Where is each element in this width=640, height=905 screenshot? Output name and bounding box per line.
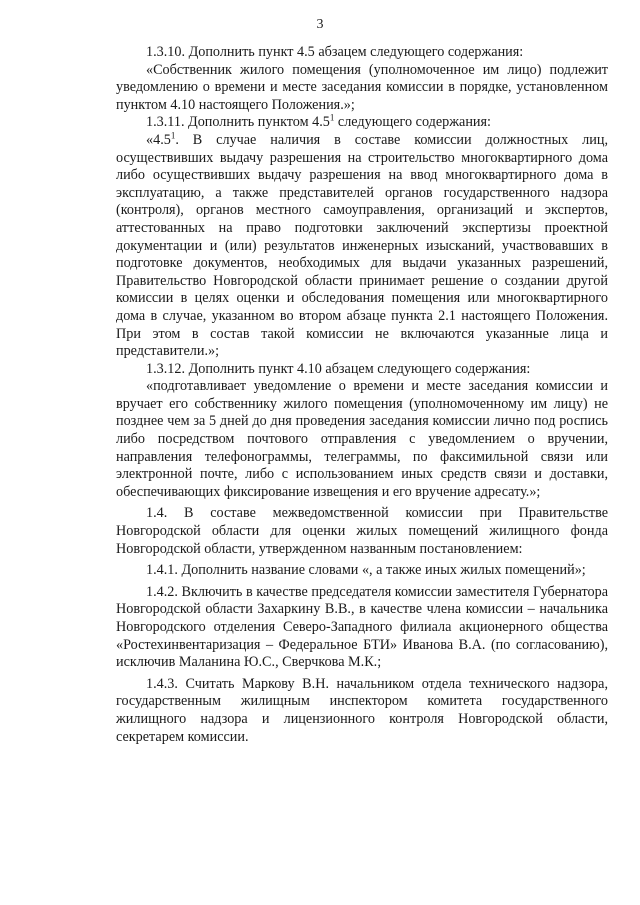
paragraph-quote-4-5-1-text-a: «4.5: [146, 131, 171, 148]
paragraph-quote-notice: «подготавливает уведомление о времени и месте заседания комиссии и вручает его собственнику жилого помещения (уполномоченному им лицу) не позднее чем за 5 дней до дня проведения заседания комиссии лично под роспись либо посредством почтового отправления с уведомлением о вручении, направления телефонограммы, телеграммы, по факсимильной связи или электронной почте, либо с использованием иных средств связи и доставки, обеспечивающих фиксирование извещения и его вручение адресату.»;: [116, 378, 608, 500]
paragraph-quote-4-5-1: [116, 132, 608, 361]
paragraph-1-3-10: 1.3.10. Дополнить пункт 4.5 абзацем следующего содержания:: [146, 44, 524, 60]
paragraph-1-4-2: 1.4.2. Включить в качестве председателя комиссии заместителя Губернатора Новгородской области Захаркину В.В., в качестве члена комиссии – начальника Новгородского отделения Северо-Западного филиала акционерного общества «Ростехинвентаризация – Федеральное БТИ» Иванова В.А. (по согласованию), исключив Маланина Ю.С., Сверчкова М.К.;: [116, 583, 608, 671]
paragraph-1-3-11-text-a: 1.3.11. Дополнить пунктом 4.5: [146, 114, 330, 131]
paragraph-1-3-11-text-b: следующего содержания:: [334, 114, 491, 131]
superscript-index: 1: [170, 130, 176, 141]
paragraph-quote-4-5: «Собственник жилого помещения (уполномоченное им лицо) подлежит уведомлению о времени и месте заседания комиссии в порядке, установленном пунктом 4.10 настоящего Положения.»;: [116, 61, 608, 113]
document-body: [116, 44, 608, 746]
paragraph-1-4-1: 1.4.1. Дополнить название словами «, а также иных жилых помещений»;: [146, 562, 586, 579]
paragraph-1-4-3: 1.4.3. Считать Маркову В.Н. начальником отдела технического надзора, государственным жилищным инспектором комитета государственного жилищного надзора и лицензионного контроля Новгородской области, секретарем комиссии.: [116, 675, 608, 745]
paragraph-1-4: 1.4. В составе межведомственной комиссии при Правительстве Новгородской области для оценки жилых помещений жилищного фонда Новгородской области, утвержденном названным постановлением:: [116, 505, 608, 557]
superscript-index: 1: [329, 112, 335, 123]
paragraph-1-3-12: 1.3.12. Дополнить пункт 4.10 абзацем следующего содержания:: [146, 360, 531, 377]
paragraph-1-3-11: [116, 114, 608, 132]
page-number: 3: [316, 17, 324, 32]
paragraph-quote-4-5-1-text-b: . В случае наличия в составе комиссии должностных лиц, осуществивших выдачу разрешения на строительство многоквартирного дома либо осуществивших выдачу разрешения на ввод многоквартирного дома в эксплуатацию, а также представителей органов государственного надзора (контроля), органов местного самоуправления, организаций и экспертов, аттестованных на право подготовки заключений экспертизы проектной документации и (или) результатов инженерных изысканий, участвовавших в подготовке документов, необходимых для выдачи указанных разрешений, Правительство Новгородской области принимает решение о создании другой комиссии в целях оценки и обследования помещения или многоквартирного дома в случае, указанном во втором абзаце пункта 2.1 настоящего Положения. При этом в состав такой комиссии не включаются указанные лица и представители.»;: [116, 131, 608, 360]
